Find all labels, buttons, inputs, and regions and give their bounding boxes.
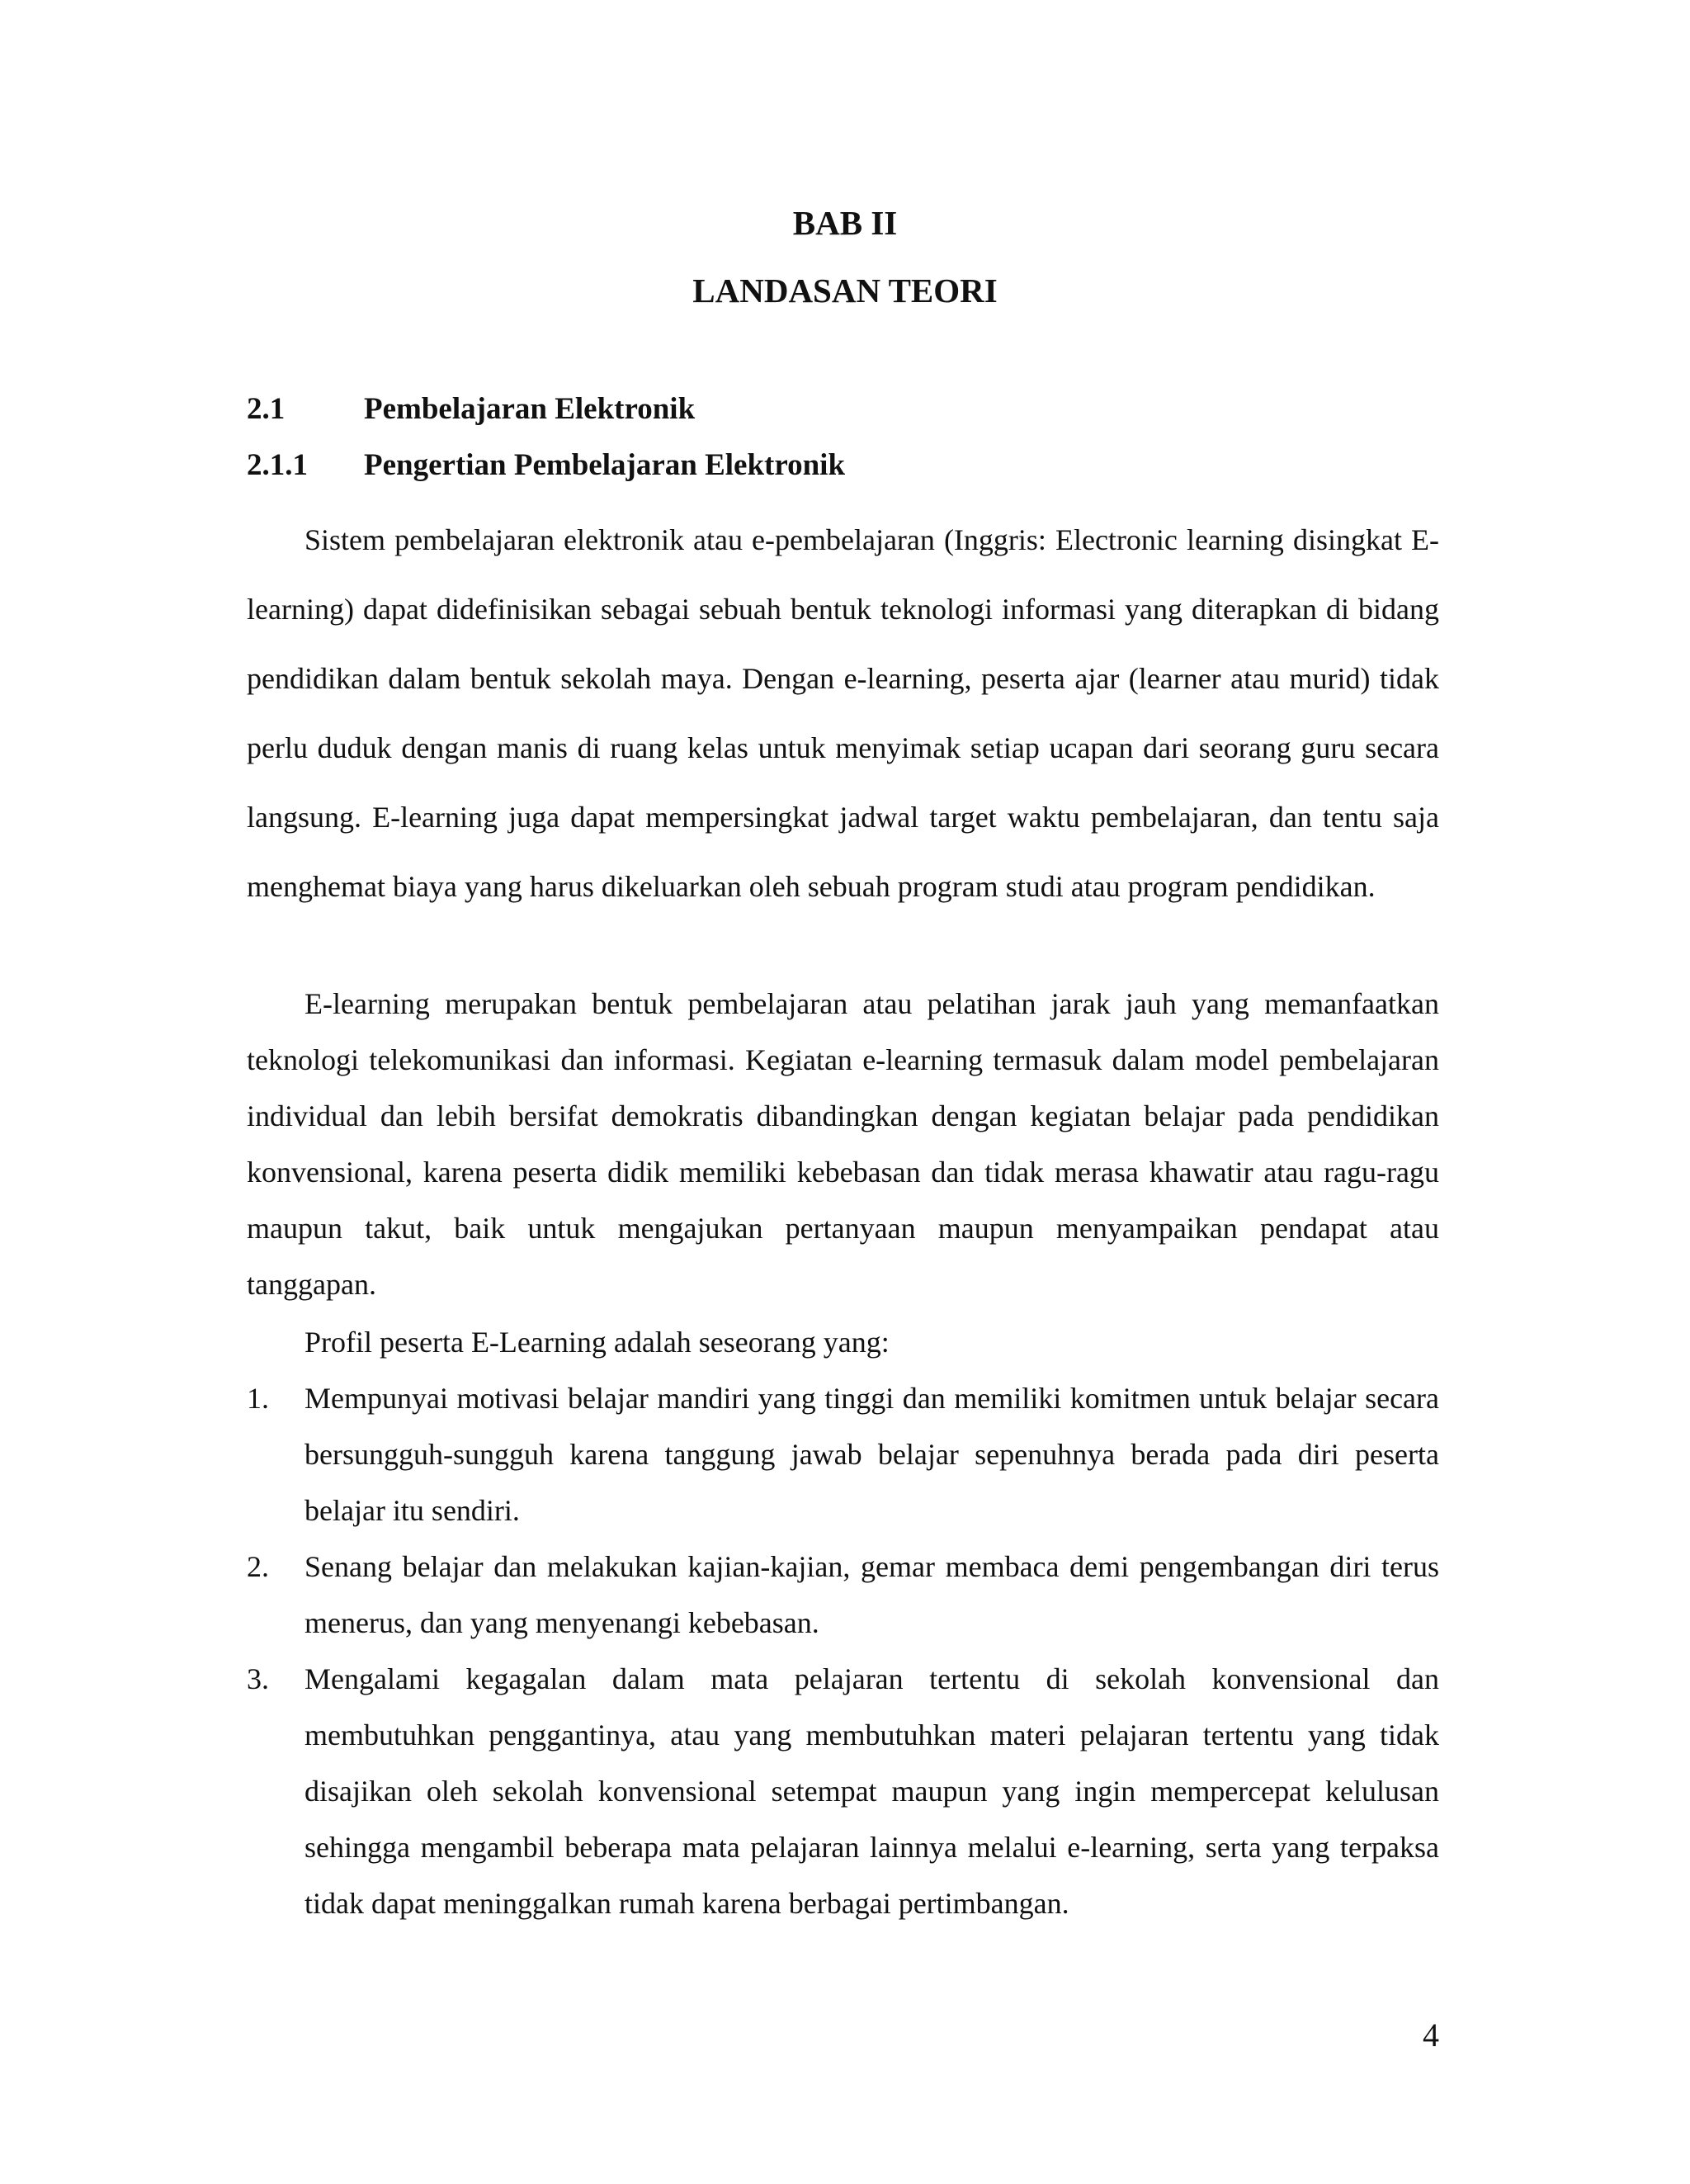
list-item — [247, 1370, 1439, 1539]
list-item — [247, 1539, 1439, 1651]
list-item-text: Senang belajar dan melakukan kajian-kajian, gemar membaca demi pengembangan diri terus menerus, dan yang menyenangi kebebasan. — [304, 1550, 1439, 1639]
list-item — [247, 1651, 1439, 1931]
section-heading — [247, 391, 695, 428]
subsection-heading — [247, 447, 845, 484]
list-marker: 2. — [247, 1550, 269, 1583]
subsection-title: Pengertian Pembelajaran Elektronik — [364, 448, 846, 482]
list-item-text: Mempunyai motivasi belajar mandiri yang tinggi dan memiliki komitmen untuk belajar secara bersungguh-sungguh karena tanggung jawab belajar sepenuhnya berada pada diri peserta belajar itu sendiri. — [304, 1382, 1439, 1527]
section-number: 2.1 — [247, 392, 286, 426]
chapter-number: BAB II — [792, 204, 898, 242]
paragraph-profile-intro: Profil peserta E-Learning adalah seseorang yang: — [304, 1326, 890, 1359]
subsection-number: 2.1.1 — [247, 448, 308, 482]
list-marker: 1. — [247, 1382, 269, 1415]
list-marker: 3. — [247, 1662, 269, 1695]
list-item-text: Mengalami kegagalan dalam mata pelajaran tertentu di sekolah konvensional dan membutuhkan penggantinya, atau yang membutuhkan materi pelajaran tertentu yang tidak disajikan oleh sekolah konvensional setempat maupun yang ingin mempercepat kelulusan sehingga mengambil beberapa mata pelajaran lainnya melalui e-learning, serta yang terpaksa tidak dapat meninggalkan rumah karena berbagai pertimbangan. — [304, 1662, 1439, 1920]
chapter-title: LANDASAN TEORI — [692, 272, 998, 310]
section-title: Pembelajaran Elektronik — [364, 392, 696, 426]
page-number: 4 — [1423, 2016, 1439, 2054]
paragraph-distance-learning: E-learning merupakan bentuk pembelajaran atau pelatihan jarak jauh yang memanfaatkan teknologi telekomunikasi dan informasi. Kegiatan e-learning termasuk dalam model pembelajaran individual dan lebih bersifat demokratis dibandingkan dengan kegiatan belajar pada pendidikan konvensional, karena peserta didik memiliki kebebasan dan tidak merasa khawatir atau ragu-ragu maupun takut, baik untuk mengajukan pertanyaan maupun menyampaikan pendapat atau tanggapan. — [247, 987, 1439, 1301]
profile-list — [247, 1370, 1439, 1931]
paragraph-definition: Sistem pembelajaran elektronik atau e-pembelajaran (Inggris: Electronic learning disingkat E-learning) dapat didefinisikan sebagai sebuah bentuk teknologi informasi yang diterapkan di bidang pendidikan dalam bentuk sekolah maya. Dengan e-learning, peserta ajar (learner atau murid) tidak perlu duduk dengan manis di ruang kelas untuk menyimak setiap ucapan dari seorang guru secara langsung. E-learning juga dapat mempersingkat jadwal target waktu pembelajaran, dan tentu saja menghemat biaya yang harus dikeluarkan oleh sebuah program studi atau program pendidikan. — [247, 523, 1439, 903]
